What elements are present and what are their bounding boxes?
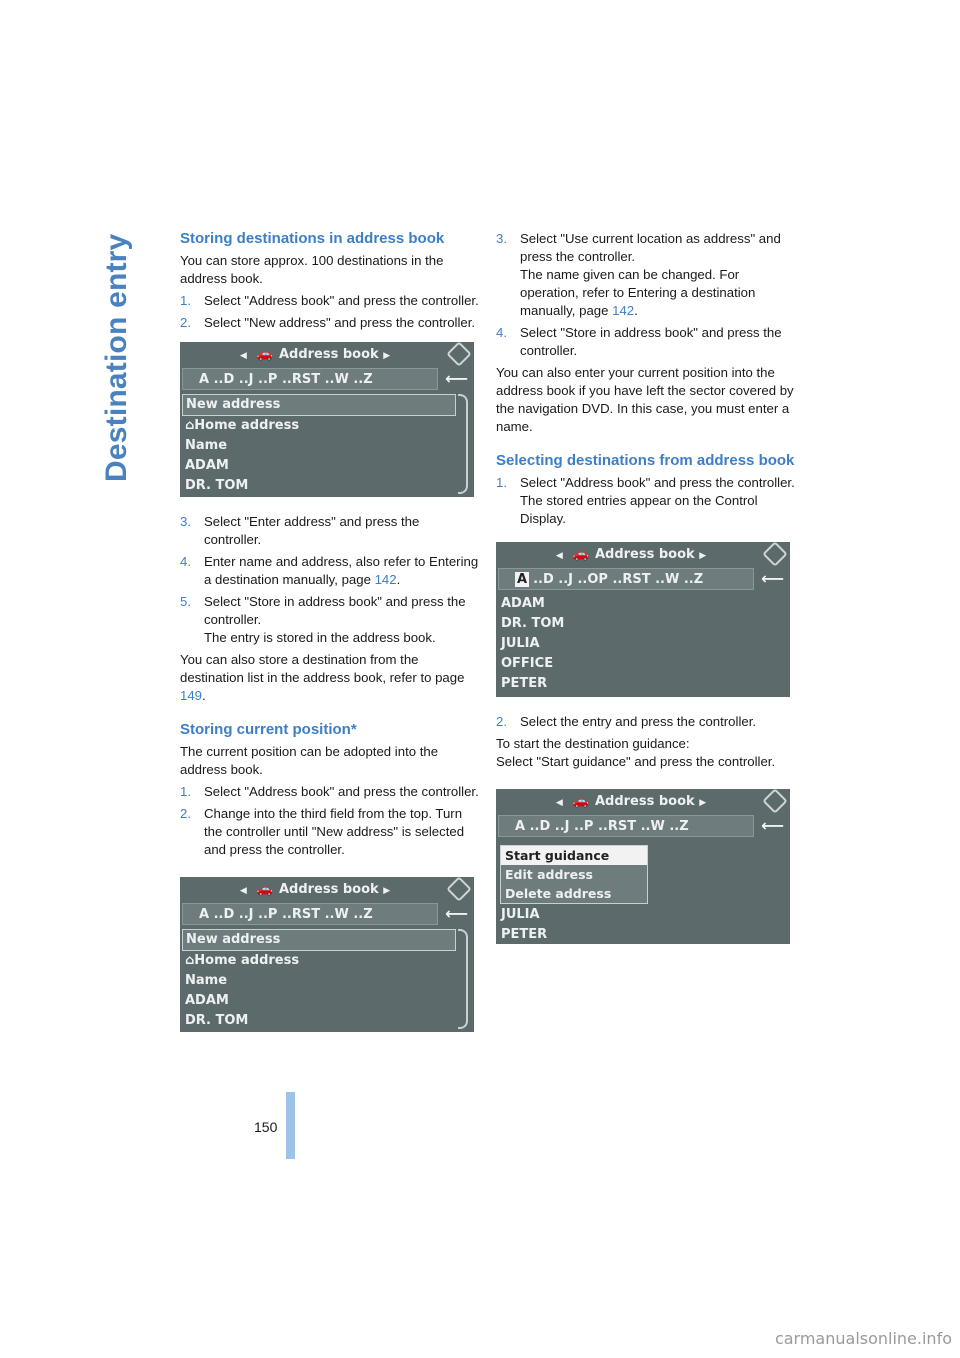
screen-title: ◀ 🚗 Address book ▶ [496, 791, 766, 813]
right-column [496, 230, 796, 960]
page-number: 150 [254, 1119, 278, 1135]
chapter-side-title: Destination entry [100, 233, 133, 482]
page-link[interactable]: 149 [180, 688, 203, 703]
car-icon: 🚗 [256, 882, 273, 897]
left-column [180, 230, 480, 1048]
car-icon: 🚗 [256, 347, 273, 362]
paragraph: You can also enter your current position into the address book if you have left the sector covered by the navigation DVD. In this case, you must enter a name. [496, 365, 794, 434]
control-display-screenshot [180, 877, 474, 1032]
heading-selecting-destinations: Selecting destinations from address book [496, 452, 795, 469]
list-item: ⌂Home address [185, 953, 300, 968]
compass-icon [446, 877, 471, 902]
screen-title: ◀ 🚗 Address book ▶ [180, 344, 450, 366]
back-arrow-icon: ⟵ [445, 369, 468, 388]
step-item: 1. Select "Address book" and press the controller. [180, 784, 479, 799]
paragraph: Select "Start guidance" and press the controller. [496, 754, 776, 769]
compass-icon [762, 542, 787, 567]
address-list [182, 929, 456, 1031]
address-list [498, 594, 772, 694]
page-link[interactable]: 142 [612, 303, 635, 318]
heading-storing-destinations: Storing destinations in address book [180, 230, 445, 247]
scroll-rail [458, 929, 468, 1029]
paragraph: The current position can be adopted into the address book. [180, 744, 439, 777]
car-icon: 🚗 [572, 547, 589, 562]
back-arrow-icon: ⟵ [445, 904, 468, 923]
list-item: PETER [501, 676, 548, 691]
alphabet-highlight: A [517, 572, 528, 587]
list-item: DR. TOM [185, 1013, 249, 1028]
address-list [182, 394, 456, 496]
list-item: New address [182, 394, 456, 416]
scroll-rail [458, 394, 468, 494]
compass-icon [762, 789, 787, 814]
control-display-screenshot [496, 789, 790, 944]
step-item: 1. Select "Address book" and press the controller. [180, 293, 479, 308]
alphabet-bar: A ..D ..J ..P ..RST ..W ..Z [182, 903, 438, 925]
step-item: 3. Select "Use current location as address" and press the controller. The name given can be changed. For operation, refer to Entering a destination manually, page 142. [496, 231, 781, 318]
step-item: 2. Select "New address" and press the controller. [180, 315, 476, 330]
compass-icon [446, 342, 471, 367]
footer-watermark: carmanualsonline.info [774, 1329, 952, 1348]
list-item: PETER [501, 927, 548, 942]
page-marker-bar [286, 1092, 295, 1159]
list-item: DR. TOM [185, 478, 249, 493]
alphabet-bar: A ..D ..J ..P ..RST ..W ..Z [498, 815, 754, 837]
options-popup [500, 845, 648, 904]
list-item: ADAM [185, 993, 229, 1008]
popup-item: Start guidance [501, 846, 647, 865]
page-link[interactable]: 142 [374, 572, 397, 587]
list-item: JULIA [501, 636, 540, 651]
screen-title: ◀ 🚗 Address book ▶ [496, 544, 766, 566]
list-item: ⌂Home address [185, 418, 300, 433]
paragraph: You can also store a destination from the destination list in the address book, refer to page 149. [180, 652, 465, 703]
back-arrow-icon: ⟵ [761, 569, 784, 588]
back-arrow-icon: ⟵ [761, 816, 784, 835]
step-item: 2. Select the entry and press the controller. [496, 714, 757, 729]
address-list [498, 905, 772, 944]
control-display-screenshot [180, 342, 474, 497]
list-item: DR. TOM [501, 616, 565, 631]
list-item: ADAM [501, 596, 545, 611]
list-item: New address [182, 929, 456, 951]
list-item: JULIA [501, 907, 540, 922]
popup-item: Delete address [505, 886, 612, 901]
alphabet-bar: A ..D ..J ..P ..RST ..W ..Z [182, 368, 438, 390]
paragraph: To start the destination guidance: [496, 736, 690, 751]
list-item: Name [185, 438, 228, 453]
paragraph: You can store approx. 100 destinations in the address book. [180, 253, 444, 286]
popup-item: Edit address [505, 867, 593, 882]
alphabet-bar: A ..D ..J ..OP ..RST ..W ..Z [498, 568, 754, 590]
list-item: Name [185, 973, 228, 988]
screen-title: ◀ 🚗 Address book ▶ [180, 879, 450, 901]
list-item: OFFICE [501, 656, 554, 671]
list-item: ADAM [185, 458, 229, 473]
step-item: 2. Change into the third field from the top. Turn the controller until "New address" is selected and press the controller. [180, 806, 465, 857]
step-item: 5. Select "Store in address book" and press the controller. The entry is stored in the address book. [180, 594, 466, 645]
car-icon: 🚗 [572, 794, 589, 809]
step-item: 1. Select "Address book" and press the controller. The stored entries appear on the Control Display. [496, 475, 795, 526]
step-item: 4. Select "Store in address book" and press the controller. [496, 325, 782, 358]
step-item: 3. Select "Enter address" and press the controller. [180, 514, 420, 547]
step-item: 4. Enter name and address, also refer to Entering a destination manually, page 142. [180, 554, 479, 587]
heading-storing-current-position: Storing current position* [180, 721, 357, 738]
control-display-screenshot [496, 542, 790, 697]
